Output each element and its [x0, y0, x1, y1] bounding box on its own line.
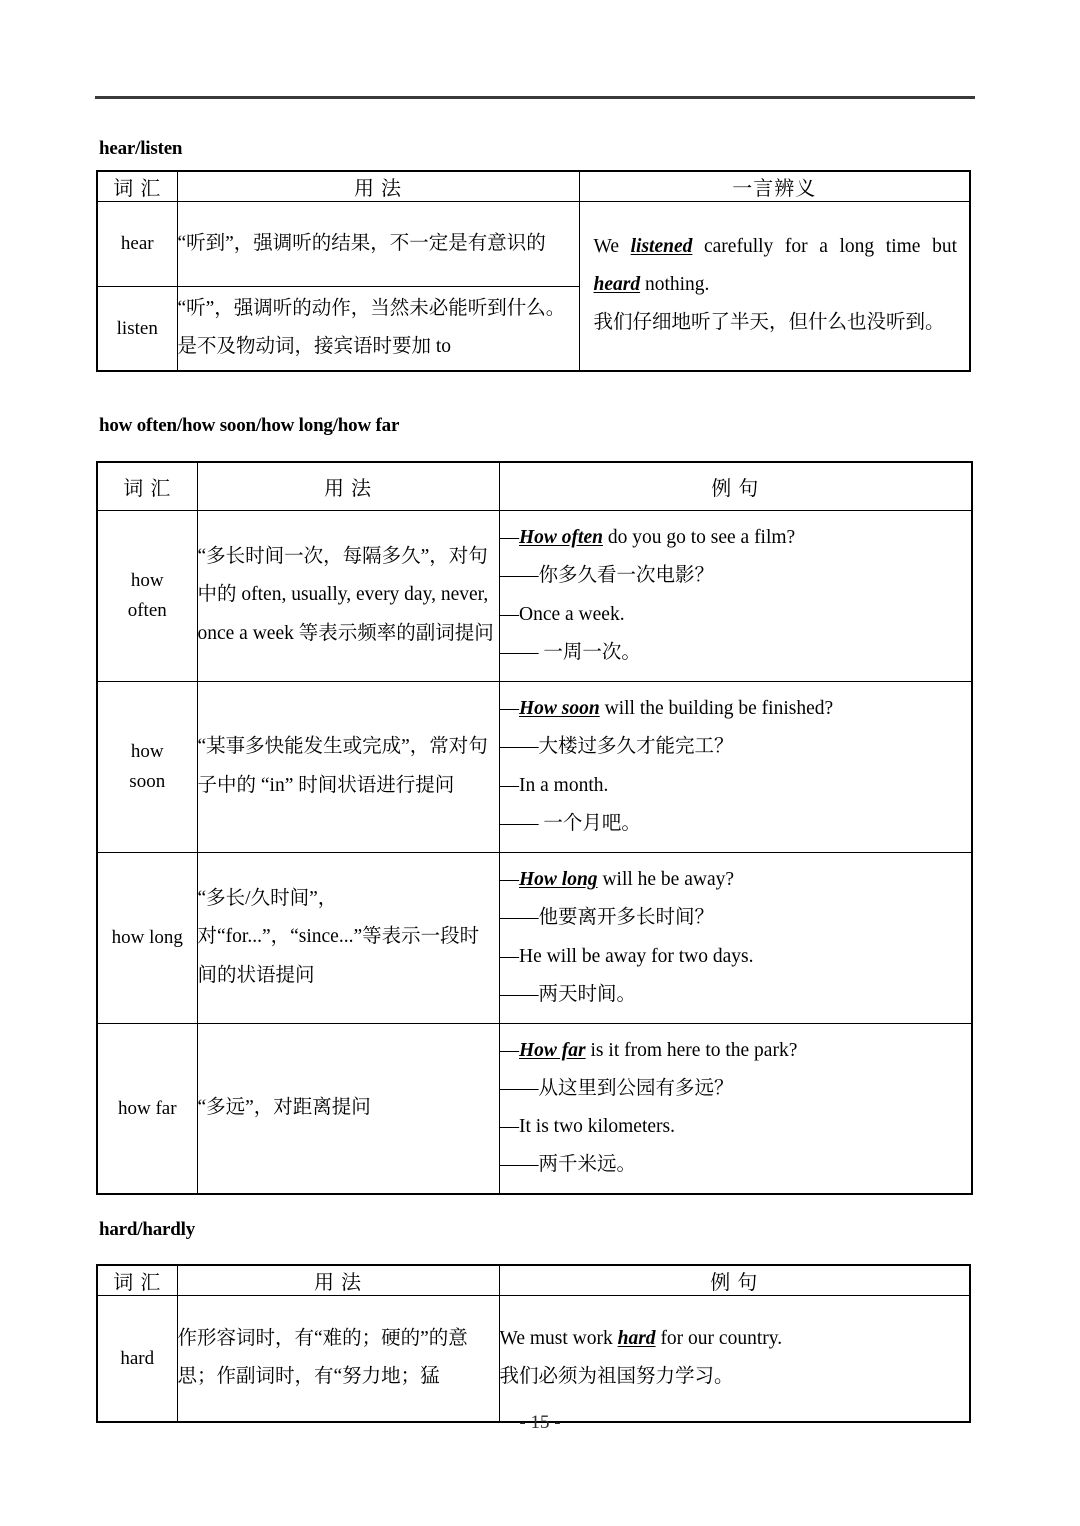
- usage-how-soon: “某事多快能发生或完成”，常对句子中的 “in” 时间状语进行提问: [197, 681, 499, 852]
- example-line: ——从这里到公园有多远？: [499, 1078, 734, 1100]
- example-line: [500, 519, 972, 557]
- keyword-how-soon: How soon: [519, 698, 600, 720]
- term-how-soon: [97, 681, 197, 852]
- term-hear: hear: [97, 202, 177, 287]
- table-header-row: [97, 462, 972, 510]
- term-line-1: how: [130, 570, 164, 592]
- keyword-heard: heard: [593, 273, 641, 295]
- table-hard-hardly: [96, 1264, 971, 1423]
- table-row: [97, 681, 972, 852]
- table-how-question-words: [96, 461, 973, 1195]
- keyword-listened: listened: [630, 235, 693, 257]
- term-hard: hard: [97, 1296, 177, 1422]
- term-how-often: [97, 510, 197, 681]
- example-rest: will the building be finished?: [599, 698, 834, 720]
- example-chinese-line: 我们仔细地听了半天，但什么也没听到。: [593, 311, 945, 333]
- example-text-mid: carefully for a long time but: [692, 235, 957, 257]
- example-line: ——两千米远。: [499, 1154, 637, 1176]
- example-text-pre: We must work: [499, 1328, 618, 1350]
- term-line-2: soon: [129, 770, 166, 792]
- example-line: —It is two kilometers.: [499, 1116, 675, 1138]
- term-line-1: how: [130, 741, 164, 763]
- example-prefix: —: [499, 527, 519, 549]
- term-how-long: [97, 852, 197, 1023]
- usage-how-far: “多远”，对距离提问: [197, 1023, 499, 1194]
- example-line: —He will be away for two days.: [499, 945, 754, 967]
- column-header-usage: 用 法: [197, 462, 499, 510]
- example-rest: will he be away?: [597, 869, 735, 891]
- column-header-vocabulary: 词 汇: [97, 171, 177, 202]
- section-heading-hard-hardly: hard/hardly: [99, 1219, 195, 1240]
- example-rest: do you go to see a film?: [602, 527, 796, 549]
- keyword-how-often: How often: [519, 527, 603, 549]
- example-text-post: for our country.: [655, 1328, 783, 1350]
- usage-how-long: “多长/久时间”，对“for...”，“since...”等表示一段时间的状语提问: [197, 852, 499, 1023]
- example-line: ——你多久看一次电影？: [499, 565, 715, 587]
- column-header-example: 例 句: [499, 462, 972, 510]
- example-line: —Once a week.: [499, 603, 625, 625]
- table-row: [97, 1296, 970, 1422]
- keyword-how-far: How far: [519, 1040, 586, 1062]
- usage-how-often: “多长时间一次，每隔多久”，对句中的 often, usually, every day, never, once a week 等表示频率的副词提问: [197, 510, 499, 681]
- term-listen: listen: [97, 287, 177, 371]
- term-line-1: how long: [111, 926, 183, 948]
- example-how-far: [499, 1023, 972, 1194]
- example-line: —— 一个月吧。: [499, 812, 641, 834]
- example-hard: [499, 1296, 970, 1422]
- example-line: [500, 861, 972, 899]
- example-prefix: —: [499, 869, 519, 891]
- column-header-vocabulary: 词 汇: [97, 1265, 177, 1296]
- example-how-often: [499, 510, 972, 681]
- example-prefix: —: [499, 698, 519, 720]
- example-english-line: [594, 228, 958, 304]
- term-line-1: how far: [117, 1097, 177, 1119]
- term-line-2: often: [127, 599, 167, 621]
- column-header-usage: 用 法: [177, 171, 579, 202]
- table-header-row: [97, 171, 970, 202]
- section-heading-how-question-words: how often/how soon/how long/how far: [99, 415, 400, 436]
- example-prefix: —: [499, 1040, 519, 1062]
- usage-listen: “听”，强调听的动作，当然未必能听到什么。是不及物动词，接宾语时要加 to: [177, 287, 579, 371]
- example-line: [500, 1032, 972, 1070]
- example-line: —— 一周一次。: [499, 641, 641, 663]
- example-line: ——大楼过多久才能完工？: [499, 736, 734, 758]
- section-heading-hear-listen: hear/listen: [99, 138, 183, 159]
- example-chinese-line: 我们必须为祖国努力学习。: [499, 1366, 734, 1388]
- table-row: [97, 202, 970, 287]
- term-how-far: [97, 1023, 197, 1194]
- table-row: [97, 510, 972, 681]
- example-line: ——他要离开多长时间？: [499, 907, 715, 929]
- column-header-usage: 用 法: [177, 1265, 499, 1296]
- example-rest: is it from here to the park?: [585, 1040, 798, 1062]
- column-header-distinction: 一言辨义: [579, 171, 970, 202]
- example-line: [500, 690, 972, 728]
- table-hear-listen: [96, 170, 971, 372]
- example-how-soon: [499, 681, 972, 852]
- usage-hear: “听到”，强调听的结果，不一定是有意识的: [177, 202, 579, 287]
- table-row: [97, 1023, 972, 1194]
- example-text-pre: We: [593, 235, 631, 257]
- page-number: - 15 -: [519, 1412, 561, 1433]
- table-row: [97, 852, 972, 1023]
- table-header-row: [97, 1265, 970, 1296]
- column-header-vocabulary: 词 汇: [97, 462, 197, 510]
- keyword-how-long: How long: [519, 869, 598, 891]
- example-english-line: [500, 1320, 970, 1358]
- example-text-post: nothing.: [640, 273, 710, 295]
- example-line: ——两天时间。: [499, 983, 637, 1005]
- example-hear-listen: [579, 202, 970, 371]
- example-line: —In a month.: [499, 774, 609, 796]
- usage-hard: 作形容词时，有“难的；硬的”的意思；作副词时，有“努力地；猛: [177, 1296, 499, 1422]
- keyword-hard: hard: [617, 1328, 656, 1350]
- page-top-rule: [95, 96, 975, 99]
- column-header-example: 例 句: [499, 1265, 970, 1296]
- example-how-long: [499, 852, 972, 1023]
